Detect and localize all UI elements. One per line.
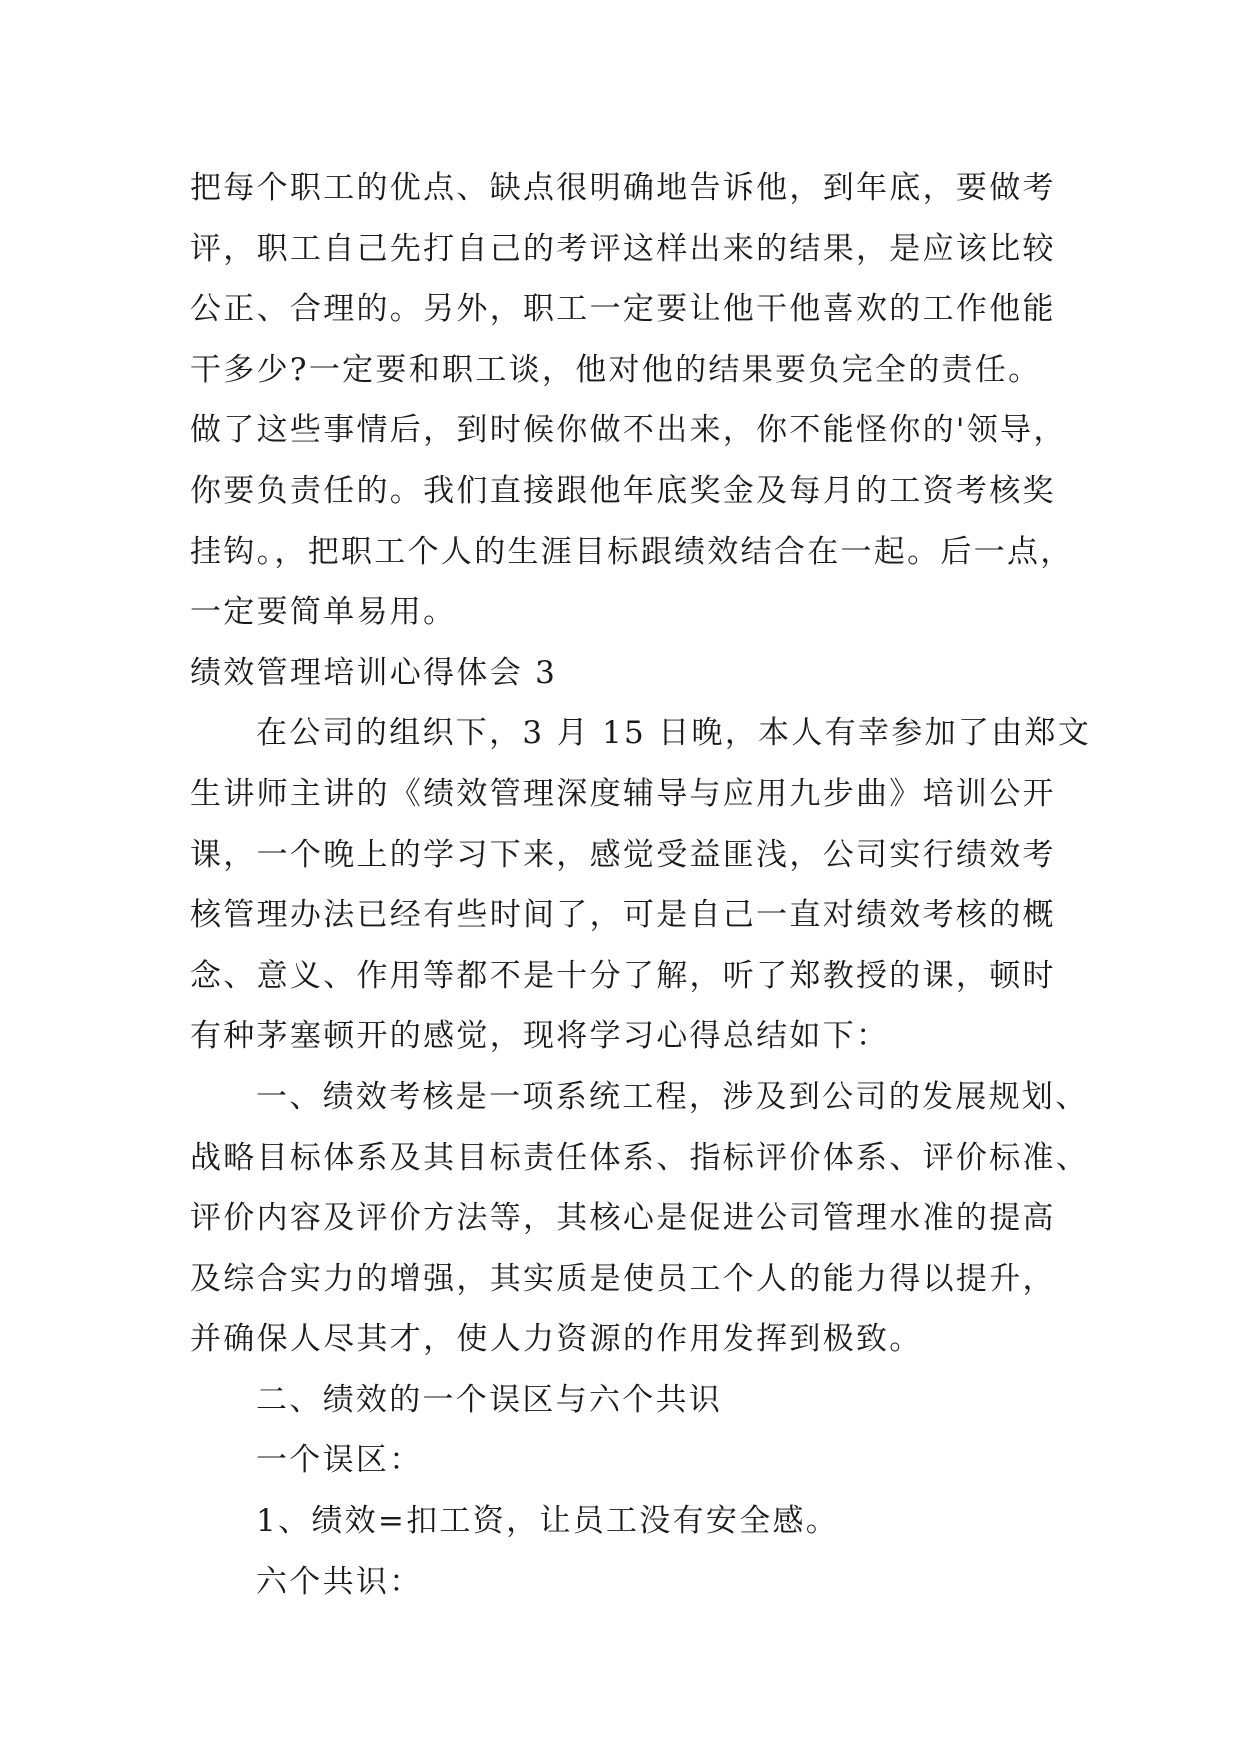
text-line: 战略目标体系及其目标责任体系、指标评价体系、评价标准、 (190, 1139, 1090, 1176)
text-line: 核管理办法已经有些时间了，可是自己一直对绩效考核的概 (190, 897, 1056, 934)
text-line: 挂钩。，把职工个人的生涯目标跟绩效结合在一起。后一点， (190, 533, 1074, 570)
text-line: 有种茅塞顿开的感觉，现将学习心得总结如下： (190, 1018, 890, 1055)
text-line: 生讲师主讲的《绩效管理深度辅导与应用九步曲》培训公开 (190, 775, 1056, 812)
text-line: 评价内容及评价方法等，其核心是促进公司管理水准的提高 (190, 1200, 1056, 1237)
text-line: 在公司的组织下，3 月 15 日晚，本人有幸参加了由郑文 (256, 715, 1092, 752)
paragraph-point-one (190, 1067, 1090, 1370)
document-body (190, 158, 1092, 1612)
point-two-heading: 二、绩效的一个误区与六个共识 (256, 1381, 723, 1418)
text-line: 评，职工自己先打自己的考评这样出来的结果，是应该比较 (190, 230, 1056, 267)
misconception-heading: 一个误区： (256, 1442, 423, 1479)
text-line: 及综合实力的增强，其实质是使员工个人的能力得以提升， (190, 1260, 1056, 1297)
text-line: 念、意义、作用等都不是十分了解，听了郑教授的课，顿时 (190, 957, 1056, 994)
consensus-heading: 六个共识： (256, 1563, 423, 1600)
misconception-item: 1、绩效=扣工资，让员工没有安全感。 (256, 1503, 840, 1540)
text-line: 公正、合理的。另外，职工一定要让他干他喜欢的工作他能 (190, 291, 1056, 328)
text-line: 课，一个晚上的学习下来，感觉受益匪浅，公司实行绩效考 (190, 836, 1056, 873)
text-line: 一定要简单易用。 (190, 594, 457, 631)
section-title: 绩效管理培训心得体会 3 (190, 654, 558, 691)
text-line: 你要负责任的。我们直接跟他年底奖金及每月的工资考核奖 (190, 472, 1056, 509)
paragraph-continued (190, 158, 1074, 643)
text-line: 把每个职工的优点、缺点很明确地告诉他，到年底，要做考 (190, 170, 1056, 206)
text-line: 并确保人尽其才，使人力资源的作用发挥到极致。 (190, 1321, 923, 1358)
text-line: 干多少?一定要和职工谈，他对他的结果要负完全的责任。 (190, 351, 1042, 388)
text-line: 一、绩效考核是一项系统工程，涉及到公司的发展规划、 (256, 1078, 1089, 1115)
text-line: 做了这些事情后，到时候你做不出来，你不能怪你的'领导， (190, 412, 1067, 449)
paragraph-intro (190, 703, 1092, 1067)
